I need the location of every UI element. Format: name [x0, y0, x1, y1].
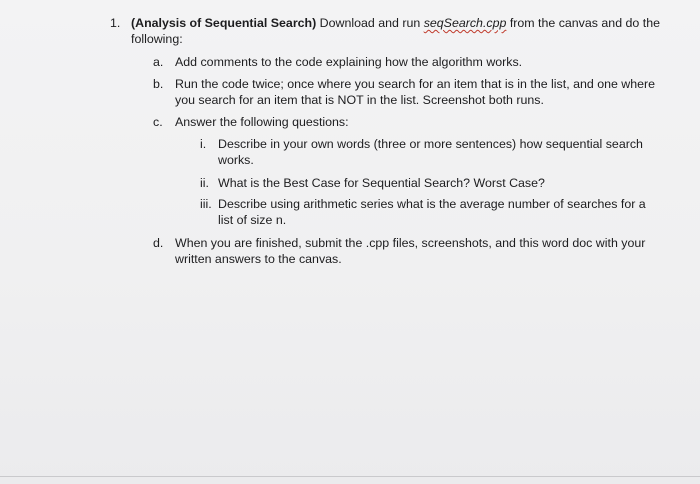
- item-b-marker: b.: [153, 77, 164, 91]
- question-intro-before: Download and run: [316, 16, 424, 30]
- item-a-line-1: Add comments to the code explaining how the algorithm works.: [175, 55, 523, 69]
- subitem-i-line-2: works.: [218, 153, 254, 167]
- subitem-iii-marker: iii.: [200, 197, 212, 211]
- item-d-line-2: written answers to the canvas.: [175, 252, 342, 266]
- item-c-marker: c.: [153, 115, 163, 129]
- item-c-line-1: Answer the following questions:: [175, 115, 349, 129]
- question-intro-line-1: [131, 15, 660, 31]
- item-b-line-2: you search for an item that is NOT in the list. Screenshot both runs.: [175, 93, 544, 107]
- question-filename: seqSearch.cpp: [423, 16, 507, 30]
- subitem-i-marker: i.: [200, 137, 207, 151]
- item-d-line-1: When you are finished, submit the .cpp files, screenshots, and this word doc with your: [175, 236, 646, 250]
- subitem-iii-line-2: list of size n.: [218, 213, 287, 227]
- item-a-marker: a.: [153, 55, 164, 69]
- page-bottom-divider: [0, 476, 700, 477]
- subitem-i-line-1: Describe in your own words (three or more sentences) how sequential search: [218, 137, 643, 151]
- question-number: 1.: [110, 16, 121, 30]
- subitem-iii-line-1: Describe using arithmetic series what is the average number of searches for a: [218, 197, 646, 211]
- question-intro-line-2: following:: [131, 32, 183, 46]
- item-b-line-1: Run the code twice; once where you search for an item that is in the list, and one where: [175, 77, 656, 91]
- question-heading: (Analysis of Sequential Search): [131, 16, 317, 30]
- subitem-ii-line-1: What is the Best Case for Sequential Search? Worst Case?: [218, 176, 545, 190]
- item-d-marker: d.: [153, 236, 164, 250]
- subitem-ii-marker: ii.: [200, 176, 209, 190]
- question-intro-after: from the canvas and do the: [506, 16, 660, 30]
